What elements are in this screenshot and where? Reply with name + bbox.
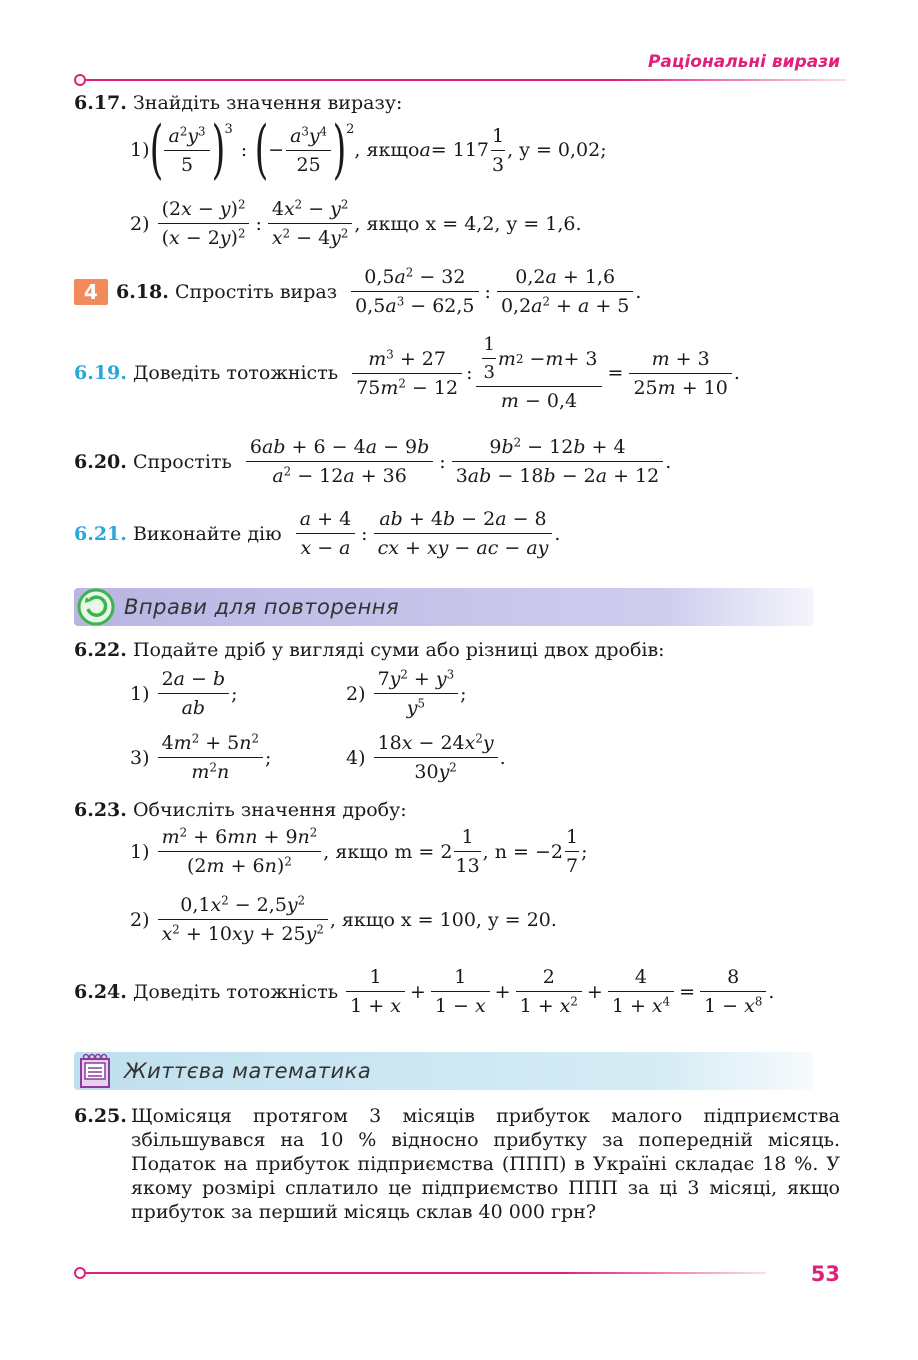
- variable: a: [419, 139, 431, 161]
- fraction: $\frac{m^3 + 27}{75m^2 - 12}$: [352, 348, 462, 399]
- fraction: $\frac{1}{13}$: [455, 826, 480, 877]
- fraction: $\frac{1}{1 + x}$: [346, 966, 405, 1017]
- exercise-number: 6.18.: [116, 280, 169, 303]
- exercise-6-25-number: [74, 1104, 127, 1128]
- fraction: $\frac{8}{1 - x^8}$: [700, 966, 766, 1017]
- exercise-6-20: 6.20. Спростіть $\frac{6ab + 6 - 4a - 9b}{a^2 - 12a + 36}$ : $\frac{9b^2 - 12b + 4}{3ab - 18b - 2a + 12}$ .: [74, 435, 672, 487]
- running-header: Раціональні вирази: [647, 52, 840, 72]
- exercise-number: 6.23.: [74, 799, 127, 821]
- exercise-6-22-item-3: 3) $\frac{4m^2 + 5n^2}{m^2n}$ ;: [130, 731, 272, 783]
- level-badge: 4: [74, 279, 108, 305]
- exercise-6-23-part-2: 2) $\frac{0,1x^2 - 2,5y^2}{x^2 + 10xy + 25y^2}$ , якщо x = 100, y = 20.: [130, 893, 557, 945]
- fraction: $\frac{1}{1 - x}$: [431, 966, 490, 1017]
- section-title: Вправи для повторення: [124, 595, 400, 619]
- exercise-6-21: 6.21. Виконайте дію $\frac{a + 4}{x - a}$ : $\frac{ab + 4b - 2a - 8}{cx + xy - ac - ay}$ .: [74, 508, 561, 559]
- fraction: $\frac{2a - b}{ab}$: [158, 668, 230, 719]
- header-rule: [86, 79, 846, 81]
- refresh-icon: [76, 587, 116, 627]
- fraction: $\frac{7y^2 + y^3}{y^5}$: [374, 668, 459, 719]
- condition-text: , якщо: [354, 139, 420, 161]
- fraction: $\frac{0,2a + 1,6}{0,2a^2 + a + 5}$: [497, 266, 633, 317]
- exercise-6-23: [74, 799, 407, 821]
- section-banner-repetition: [74, 588, 814, 626]
- fraction: $\frac{a^3y^4}{25}$: [286, 125, 331, 176]
- exercise-6-18: 4 6.18. Спростіть вираз $\frac{0,5a^2 - 32}{0,5a^3 - 62,5}$ : $\frac{0,2a + 1,6}{0,2a^2 + a + 5}$ .: [74, 266, 641, 317]
- exercise-text: Доведіть тотожність: [132, 362, 339, 384]
- condition-text: , n = −2: [482, 840, 563, 863]
- exercise-number: 6.17.: [74, 92, 127, 114]
- fraction: $\frac{4m^2 + 5n^2}{m^2n}$: [158, 732, 263, 783]
- exercise-number: 6.24.: [74, 980, 127, 1003]
- exercise-6-22: [74, 639, 665, 661]
- fraction: $\frac{0,5a^2 - 32}{0,5a^3 - 62,5}$: [351, 266, 478, 317]
- fraction: $\frac{(2x - y)^2}{(x - 2y)^2}$: [158, 198, 250, 249]
- notepad-icon: [76, 1051, 114, 1091]
- condition-text: , якщо x = 4,2, y = 1,6.: [354, 212, 582, 235]
- rule-ring-icon: [74, 74, 86, 86]
- exercise-6-17-part-1: 1) ( $\frac{a^2y^3}{5}$ ) 3 : ( − $\frac{a^3y^4}{25}$ ) 2 , якщо a = 117 $\frac{1}{3}$ , y = 0,02;: [130, 113, 607, 187]
- exercise-6-22-item-1: 1) $\frac{2a - b}{ab}$ ;: [130, 668, 238, 719]
- condition-text: , y = 0,02;: [507, 139, 607, 161]
- fraction: $\frac{4}{1 + x^4}$: [608, 966, 674, 1017]
- fraction: $\frac{1}{7}$: [566, 826, 579, 877]
- exercise-text: Знайдіть значення виразу:: [132, 92, 403, 114]
- page-number: 53: [810, 1262, 840, 1286]
- exercise-6-22-item-2: 2) $\frac{7y^2 + y^3}{y^5}$ ;: [346, 667, 467, 719]
- exercise-number: 6.20.: [74, 450, 127, 473]
- rule-ring-icon: [74, 1267, 86, 1279]
- exercise-text: Виконайте дію: [132, 522, 282, 545]
- exercise-6-24: 6.24. Доведіть тотожність $\frac{1}{1 + x}$ + $\frac{1}{1 - x}$ + $\frac{2}{1 + x^2}$ + $\frac{4}{1 + x^4}$ = $\frac{8}{1 - x^8}$ .: [74, 966, 775, 1017]
- exercise-number: 6.19.: [74, 362, 127, 384]
- exercise-text: Спростіть вираз: [174, 280, 338, 303]
- condition-text: , якщо x = 100, y = 20.: [329, 908, 557, 931]
- fraction: $\frac{6ab + 6 - 4a - 9b}{a^2 - 12a + 36}$: [246, 436, 433, 487]
- fraction: $\frac{a^2y^3}{5}$: [164, 125, 209, 176]
- exercise-text: Доведіть тотожність: [132, 980, 339, 1003]
- exercise-6-17-part-2: 2) $\frac{(2x - y)^2}{(x - 2y)^2}$ : $\frac{4x^2 - y^2}{x^2 - 4y^2}$ , якщо x = 4,2, y = 1,6.: [130, 197, 582, 249]
- exercise-number: 6.21.: [74, 522, 127, 545]
- exercise-6-19: 6.19. Доведіть тотожність $\frac{m^3 + 27}{75m^2 - 12}$ : $\frac{1}{3}$ m 2 − m + 3 m − 0,4 = $\frac{m + 3}{25m + 10}$ .: [74, 334, 740, 412]
- exercise-number: 6.22.: [74, 639, 127, 661]
- fraction: $\frac{ab + 4b - 2a - 8}{cx + xy - ac - ay}$: [374, 508, 553, 559]
- section-banner-life-math: [74, 1052, 814, 1090]
- fraction: $\frac{m + 3}{25m + 10}$: [629, 348, 731, 399]
- exercise-6-25-text: Щомісяця протягом 3 місяців прибуток малого підприємства збільшувався на 10 % відносно прибутку за попередній місяць. Податок на прибуток підприємства (ППП) в Україні складає 18 %. У якому розмірі сплатило це підприємство ППП за ці 3 місяці, якщо прибуток за перший місяць склав 40 000 грн?: [131, 1105, 840, 1223]
- footer-rule: [86, 1272, 766, 1274]
- exercise-text: Обчисліть значення дробу:: [132, 799, 407, 821]
- exercise-6-23-part-1: 1) $\frac{m^2 + 6mn + 9n^2}{(2m + 6n)^2}$ , якщо m = 2 $\frac{1}{13}$ , n = −2 $\frac{1}{7}$ ;: [130, 825, 588, 877]
- fraction: $\frac{18x - 24x^2y}{30y^2}$: [374, 732, 498, 783]
- fraction: $\frac{a + 4}{x - a}$: [296, 508, 355, 559]
- fraction: $\frac{2}{1 + x^2}$: [516, 966, 582, 1017]
- fraction: $\frac{0,1x^2 - 2,5y^2}{x^2 + 10xy + 25y^2}$: [158, 894, 328, 945]
- item-label: 2): [130, 212, 150, 235]
- exercise-6-17: [74, 92, 402, 114]
- fraction: $\frac{1}{3}$: [492, 124, 505, 176]
- exercise-text: Спростіть: [132, 450, 232, 473]
- fraction: $\frac{m^2 + 6mn + 9n^2}{(2m + 6n)^2}$: [158, 826, 322, 877]
- condition-text: = 117: [430, 139, 490, 161]
- exercise-number: 6.25.: [74, 1105, 127, 1127]
- item-label: 1): [130, 139, 150, 161]
- fraction: $\frac{1}{3}$ m 2 − m + 3 m − 0,4: [476, 334, 601, 412]
- condition-text: , якщо m = 2: [323, 840, 453, 863]
- exercise-6-22-item-4: 4) $\frac{18x - 24x^2y}{30y^2}$ .: [346, 731, 506, 783]
- exercise-text: Подайте дріб у вигляді суми або різниці двох дробів:: [132, 639, 665, 661]
- section-title: Життєва математика: [124, 1059, 372, 1083]
- fraction: $\frac{9b^2 - 12b + 4}{3ab - 18b - 2a + 12}$: [452, 436, 664, 487]
- fraction: $\frac{4x^2 - y^2}{x^2 - 4y^2}$: [268, 198, 353, 249]
